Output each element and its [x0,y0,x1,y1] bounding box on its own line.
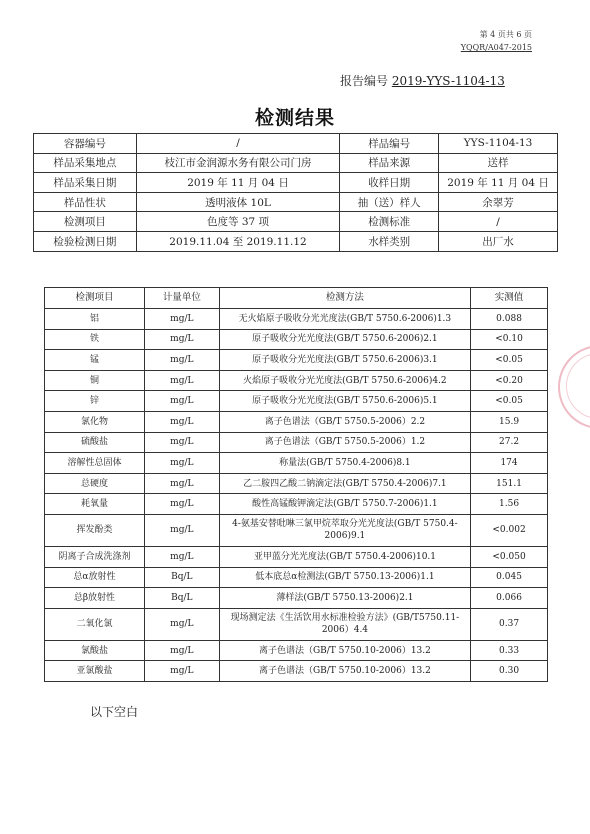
result-unit: Bq/L [144,567,219,588]
result-item: 阴离子合成洗涤剂 [45,546,145,567]
result-item: 铁 [45,329,145,350]
header-method: 检测方法 [219,288,470,309]
info-label: 样品编号 [340,134,439,154]
result-value: 0.066 [471,588,548,609]
info-value: / [136,134,340,154]
info-label: 样品来源 [340,153,439,173]
sample-info-table [33,133,558,252]
result-unit: mg/L [144,473,219,494]
result-row [45,411,548,432]
results-header-row [45,288,548,309]
result-method: 薄样法(GB/T 5750.13-2006)2.1 [219,588,470,609]
result-row [45,453,548,474]
result-unit: mg/L [144,309,219,330]
result-item: 锌 [45,391,145,412]
info-value: / [439,212,558,232]
result-value: 0.045 [471,567,548,588]
result-unit: Bq/L [144,588,219,609]
result-row [45,567,548,588]
result-item: 锰 [45,350,145,371]
result-method: 原子吸收分光光度法(GB/T 5750.6-2006)5.1 [219,391,470,412]
result-row [45,546,548,567]
result-method: 无火焰原子吸收分光光度法(GB/T 5750.6-2006)1.3 [219,309,470,330]
result-item: 溶解性总固体 [45,453,145,474]
info-value: 出厂水 [439,231,558,251]
result-value: <0.002 [471,514,548,546]
info-label: 容器编号 [34,134,137,154]
result-item: 二氧化氯 [45,608,145,640]
page-number: 第 4 页共 6 页 [479,30,532,39]
result-value: 15.9 [471,411,548,432]
result-row [45,608,548,640]
result-row [45,588,548,609]
info-value: YYS-1104-13 [439,134,558,154]
result-value: 0.37 [471,608,548,640]
info-label: 检验检测日期 [34,231,137,251]
result-value: 151.1 [471,473,548,494]
info-label: 收样日期 [340,173,439,193]
result-unit: mg/L [144,432,219,453]
result-method: 火焰原子吸收分光光度法(GB/T 5750.6-2006)4.2 [219,370,470,391]
result-unit: mg/L [144,350,219,371]
result-unit: mg/L [144,494,219,515]
result-row [45,432,548,453]
result-unit: mg/L [144,608,219,640]
result-method: 4-氨基安替吡啉三氯甲烷萃取分光光度法(GB/T 5750.4-2006)9.1 [219,514,470,546]
result-item: 耗氧量 [45,494,145,515]
info-label: 样品性状 [34,192,137,212]
info-value: 2019.11.04 至 2019.11.12 [136,231,340,251]
result-unit: mg/L [144,391,219,412]
result-item: 总硬度 [45,473,145,494]
result-unit: mg/L [144,370,219,391]
result-item: 氯化物 [45,411,145,432]
result-value: <0.05 [471,350,548,371]
result-method: 亚甲蓝分光光度法(GB/T 5750.4-2006)10.1 [219,546,470,567]
result-method: 原子吸收分光光度法(GB/T 5750.6-2006)2.1 [219,329,470,350]
page-info [461,28,532,54]
result-method: 现场测定法《生活饮用水标准检验方法》(GB/T5750.11-2006）4.4 [219,608,470,640]
info-label: 抽（送）样人 [340,192,439,212]
document-code: YQQR/A047-2015 [460,43,532,52]
info-row [34,153,558,173]
info-label: 样品采集地点 [34,153,137,173]
result-method: 原子吸收分光光度法(GB/T 5750.6-2006)3.1 [219,350,470,371]
info-value: 余翠芳 [439,192,558,212]
info-value: 色度等 37 项 [136,212,340,232]
header-item: 检测项目 [45,288,145,309]
info-label: 水样类别 [340,231,439,251]
result-item: 铝 [45,309,145,330]
result-value: <0.05 [471,391,548,412]
info-row [34,192,558,212]
result-item: 亚氯酸盐 [45,661,145,682]
result-method: 乙二胺四乙酸二钠滴定法(GB/T 5750.4-2006)7.1 [219,473,470,494]
results-table [44,287,548,682]
result-row [45,473,548,494]
result-row [45,350,548,371]
result-method: 低本底总α检测法(GB/T 5750.13-2006)1.1 [219,567,470,588]
info-label: 检测项目 [34,212,137,232]
result-item: 硫酸盐 [45,432,145,453]
result-row [45,391,548,412]
info-value: 送样 [439,153,558,173]
info-row [34,173,558,193]
info-label: 样品采集日期 [34,173,137,193]
result-value: 0.30 [471,661,548,682]
result-method: 称量法(GB/T 5750.4-2006)8.1 [219,453,470,474]
result-item: 铜 [45,370,145,391]
result-unit: mg/L [144,546,219,567]
result-method: 离子色谱法（GB/T 5750.5-2006）1.2 [219,432,470,453]
result-unit: mg/L [144,514,219,546]
result-value: 0.088 [471,309,548,330]
result-value: 1.56 [471,494,548,515]
result-unit: mg/L [144,661,219,682]
result-value: 27.2 [471,432,548,453]
result-row [45,370,548,391]
result-item: 总α放射性 [45,567,145,588]
info-row [34,212,558,232]
info-row [34,231,558,251]
info-value: 枝江市金润源水务有限公司门房 [136,153,340,173]
result-unit: mg/L [144,453,219,474]
result-row [45,661,548,682]
result-item: 挥发酚类 [45,514,145,546]
info-value: 2019 年 11 月 04 日 [439,173,558,193]
result-unit: mg/L [144,411,219,432]
result-value: <0.10 [471,329,548,350]
info-value: 透明液体 10L [136,192,340,212]
info-value: 2019 年 11 月 04 日 [136,173,340,193]
result-row [45,329,548,350]
result-method: 离子色谱法（GB/T 5750.5-2006）2.2 [219,411,470,432]
result-value: <0.050 [471,546,548,567]
result-unit: mg/L [144,329,219,350]
info-label: 检测标准 [340,212,439,232]
report-number-label: 报告编号 [340,74,389,88]
result-value: 0.33 [471,640,548,661]
result-row [45,309,548,330]
result-item: 总β放射性 [45,588,145,609]
result-unit: mg/L [144,640,219,661]
result-method: 离子色谱法（GB/T 5750.10-2006）13.2 [219,640,470,661]
info-row [34,134,558,154]
result-row [45,640,548,661]
result-value: 174 [471,453,548,474]
result-method: 离子色谱法（GB/T 5750.10-2006）13.2 [219,661,470,682]
result-row [45,494,548,515]
result-value: <0.20 [471,370,548,391]
page-title: 检测结果 [254,107,335,129]
result-method: 酸性高锰酸钾滴定法(GB/T 5750.7-2006)1.1 [219,494,470,515]
blank-below-note: 以下空白 [90,705,139,719]
header-unit: 计量单位 [144,288,219,309]
result-item: 氯酸盐 [45,640,145,661]
header-value: 实测值 [471,288,548,309]
report-number [340,72,505,89]
report-number-value: 2019-YYS-1104-13 [391,74,505,88]
result-row [45,514,548,546]
